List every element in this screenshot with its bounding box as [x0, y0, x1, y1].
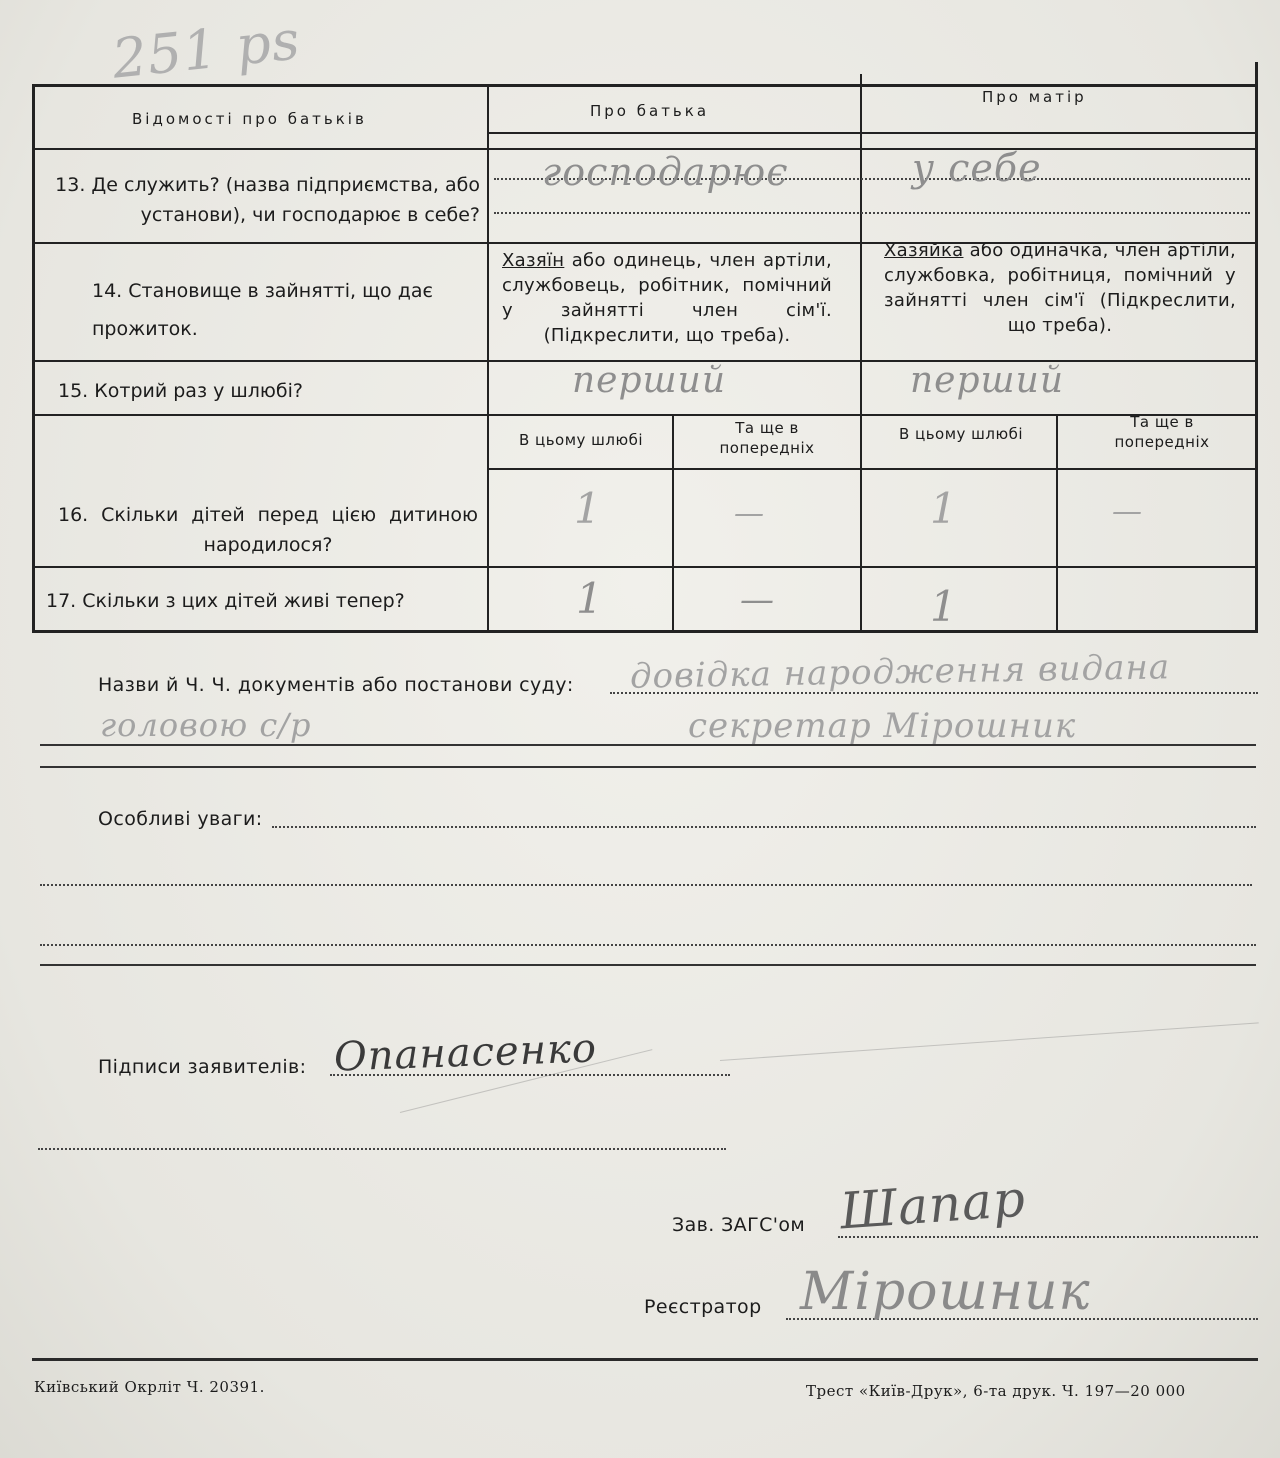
documents-value-line2-left: головою с/р	[100, 706, 312, 744]
mother-option-owner: Хазяйка	[884, 240, 964, 261]
documents-value-line1: довідка народження видана	[629, 647, 1171, 697]
mother-children-alive-this: 1	[930, 582, 958, 631]
father-occupation-options	[502, 248, 832, 348]
mother-children-this: 1	[930, 484, 958, 533]
father-children-alive-this: 1	[576, 574, 604, 623]
mother-sub-this-marriage: В цьому шлюбі	[898, 425, 1024, 443]
mother-option-rest: або одиначка, член артіли, службовка, робітниця, помічний у зайнятті член сім'ї	[884, 240, 1236, 311]
remarks-line-2[interactable]	[40, 884, 1252, 886]
mother-sub-previous: Та ще в попередніх	[1114, 413, 1210, 451]
question-14: 14. Становище в зайнятті, що дає прожиток.	[92, 280, 433, 340]
remarks-line-3[interactable]	[40, 944, 1256, 946]
archive-number: 251 ps	[109, 8, 304, 91]
father-children-alive-prev: —	[740, 580, 775, 620]
registrar-label: Реєстратор	[644, 1296, 762, 1318]
registrar-signature: Мірошник	[800, 1262, 1091, 1322]
head-zags-signature: Шапар	[838, 1169, 1028, 1241]
question-15: 15. Котрий раз у шлюбі?	[58, 380, 303, 402]
mother-workplace-answer: у себе	[912, 146, 1042, 190]
father-marriage-count: перший	[572, 360, 727, 401]
mother-marriage-count: перший	[910, 360, 1065, 401]
remarks-label: Особливі уваги:	[98, 808, 263, 830]
father-children-prev: —	[734, 496, 765, 531]
father-option-owner: Хазяїн	[502, 250, 565, 271]
father-option-rest: або одинець, член артіли, службовець, робітник, помічний у зайнятті член сім'ї.	[502, 250, 832, 321]
applicant-signature: Опанасенко	[333, 1025, 598, 1081]
remarks-line-1[interactable]	[272, 826, 1256, 828]
head-zags-label: Зав. ЗАГС'ом	[672, 1214, 806, 1236]
parents-info-table	[32, 84, 1258, 632]
mother-children-prev: —	[1112, 494, 1143, 529]
father-option-note: (Підкреслити, що треба).	[543, 325, 791, 346]
mother-occupation-options	[884, 238, 1236, 338]
footer-printer-info: Трест «Київ-Друк», 6-та друк. Ч. 197—20 000	[806, 1382, 1186, 1400]
father-workplace-answer: господарює	[542, 150, 789, 194]
documents-label: Назви й Ч. Ч. документів або постанови суду:	[98, 674, 574, 696]
question-16: 16. Скільки дітей перед цією дитиною народилося?	[58, 504, 478, 556]
header-about-father: Про батька	[590, 102, 710, 120]
question-17: 17. Скільки з цих дітей живі тепер?	[46, 590, 405, 612]
question-13: 13. Де служить? (назва підприємства, або установи), чи господарює в себе?	[55, 174, 480, 226]
father-sub-this-marriage: В цьому шлюбі	[518, 431, 644, 449]
father-children-this: 1	[574, 484, 602, 533]
father-sub-previous: Та ще в попередніх	[719, 419, 815, 457]
header-about-mother: Про матір	[982, 88, 1087, 106]
documents-value-line2-right: секретар Мірошник	[688, 706, 1077, 746]
mother-option-note: (Підкреслити, що треба).	[1007, 290, 1236, 336]
header-parents-info: Відомості про батьків	[132, 110, 367, 128]
applicants-signatures-label: Підписи заявителів:	[98, 1056, 307, 1078]
footer-censor-number: Київський Окрліт Ч. 20391.	[34, 1378, 265, 1396]
